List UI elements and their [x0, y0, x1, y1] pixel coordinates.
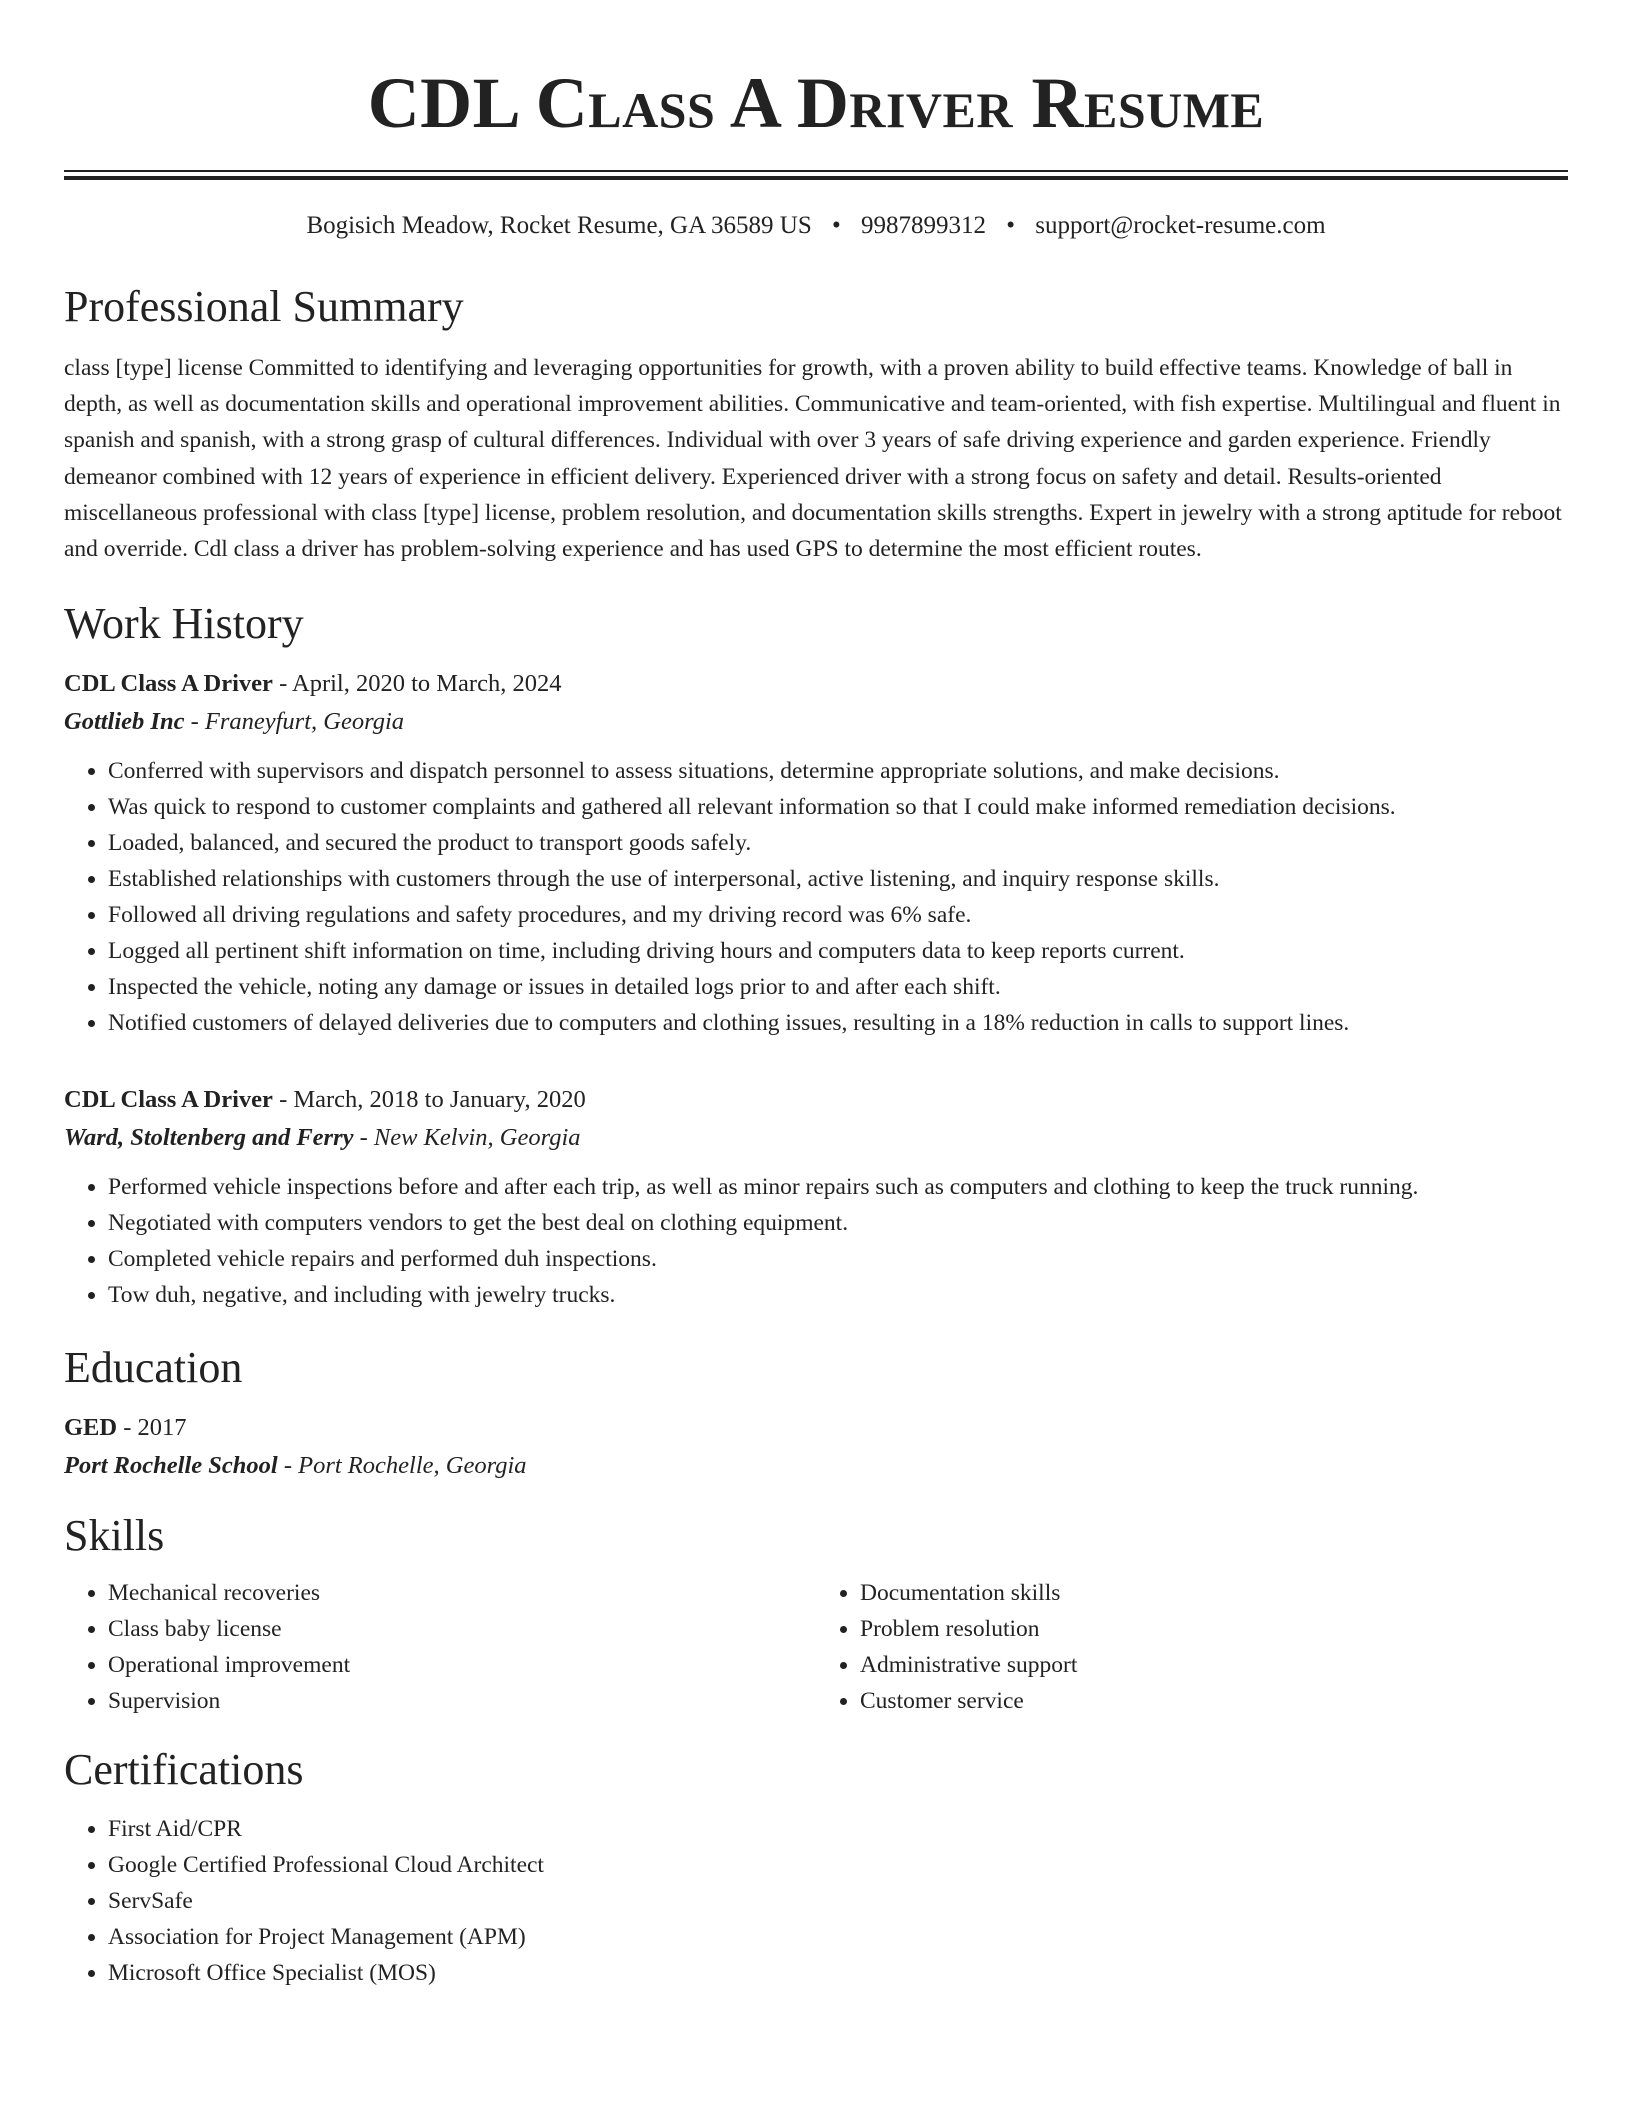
education-degree: GED — [64, 1414, 118, 1442]
skills-list-left — [64, 1575, 816, 1719]
list-item: • Performed vehicle inspections before and after each trip, as well as minor repairs such as computers and clothing to keep the truck running. — [108, 1169, 1568, 1205]
job-header — [64, 665, 1568, 703]
list-item: • Conferred with supervisors and dispatch personnel to assess situations, determine appropriate solutions, and make decisions. — [108, 753, 1568, 789]
education-year: - 2017 — [117, 1414, 187, 1442]
work-history-heading: Work History — [64, 599, 304, 649]
contact-separator: • — [831, 212, 841, 239]
certifications-list — [64, 1811, 1568, 1991]
job-company: Ward, Stoltenberg and Ferry — [64, 1124, 354, 1152]
list-item: • Inspected the vehicle, noting any damage or issues in detailed logs prior to and after each shift. — [108, 969, 1568, 1005]
education-location: - Port Rochelle, Georgia — [277, 1452, 527, 1480]
skills-grid — [64, 1575, 1568, 1719]
list-item: • Tow duh, negative, and including with jewelry trucks. — [108, 1277, 1568, 1313]
resume-title: CDL Class A Driver Resume — [367, 63, 1265, 143]
list-item: • Loaded, balanced, and secured the product to transport goods safely. — [108, 825, 1568, 861]
list-item: • ServSafe — [108, 1883, 1568, 1919]
list-item: • Negotiated with computers vendors to get the best deal on clothing equipment. — [108, 1205, 1568, 1241]
job-role: CDL Class A Driver — [64, 670, 273, 698]
education-school-line — [64, 1447, 1568, 1485]
job-company: Gottlieb Inc — [64, 708, 185, 736]
job-location: - New Kelvin, Georgia — [353, 1124, 581, 1152]
job-duties-list — [64, 753, 1568, 1041]
list-item: • Operational improvement — [108, 1647, 816, 1683]
summary-text: class [type] license Committed to identifying and leveraging opportunities for growth, with a proven ability to build effective teams. Knowledge of ball in depth, as well as documentation skills and operational improvement abilities. Communicative and team-oriented, with fish expertise. Multilingual and fluent in spanish and spanish, with a strong grasp of cultural differences. Individual with over 3 years of safe driving experience and garden experience. Friendly demeanor combined with 12 years of experience in efficient delivery. Experienced driver with a strong focus on safety and detail. Results-oriented miscellaneous professional with class [type] license, problem resolution, and documentation skills strengths. Expert in jewelry with a strong aptitude for reboot and override. Cdl class a driver has problem-solving experience and has used GPS to determine the most efficient routes. — [64, 355, 1562, 563]
contact-phone: 9987899312 — [861, 212, 986, 239]
job-header — [64, 1081, 1568, 1119]
education-school: Port Rochelle School — [64, 1452, 278, 1480]
contact-separator: • — [1006, 212, 1016, 239]
contact-address: Bogisich Meadow, Rocket Resume, GA 36589 US — [306, 212, 812, 239]
list-item: • Was quick to respond to customer complaints and gathered all relevant information so that I could make informed remediation decisions. — [108, 789, 1568, 825]
job-company-line — [64, 1119, 1568, 1157]
list-item: • Notified customers of delayed deliveries due to computers and clothing issues, resulting in a 18% reduction in calls to support lines. — [108, 1005, 1568, 1041]
list-item: • Customer service — [860, 1683, 1568, 1719]
job-entry — [64, 665, 1568, 1041]
list-item: • Followed all driving regulations and safety procedures, and my driving record was 6% safe. — [108, 897, 1568, 933]
list-item: • Logged all pertinent shift information on time, including driving hours and computers data to keep reports current. — [108, 933, 1568, 969]
list-item: • First Aid/CPR — [108, 1811, 1568, 1847]
list-item: • Completed vehicle repairs and performed duh inspections. — [108, 1241, 1568, 1277]
education-entry — [64, 1409, 1568, 1485]
title-divider — [64, 170, 1568, 180]
list-item: • Supervision — [108, 1683, 816, 1719]
list-item: • Class baby license — [108, 1611, 816, 1647]
job-company-line — [64, 703, 1568, 741]
education-header — [64, 1409, 1568, 1447]
list-item: • Google Certified Professional Cloud Architect — [108, 1847, 1568, 1883]
job-dates: - March, 2018 to January, 2020 — [272, 1086, 586, 1114]
skills-list-right — [816, 1575, 1568, 1719]
list-item: • Microsoft Office Specialist (MOS) — [108, 1955, 1568, 1991]
skills-heading: Skills — [64, 1511, 165, 1561]
job-location: - Franeyfurt, Georgia — [184, 708, 405, 736]
list-item: • Documentation skills — [860, 1575, 1568, 1611]
list-item: • Problem resolution — [860, 1611, 1568, 1647]
list-item: • Mechanical recoveries — [108, 1575, 816, 1611]
list-item: • Association for Project Management (APM) — [108, 1919, 1568, 1955]
list-item: • Administrative support — [860, 1647, 1568, 1683]
job-entry — [64, 1081, 1568, 1313]
list-item: • Established relationships with customers through the use of interpersonal, active listening, and inquiry response skills. — [108, 861, 1568, 897]
certifications-heading: Certifications — [64, 1745, 304, 1795]
job-duties-list — [64, 1169, 1568, 1313]
contact-email: support@rocket-resume.com — [1035, 212, 1326, 239]
job-role: CDL Class A Driver — [64, 1086, 273, 1114]
contact-line — [64, 210, 1568, 242]
education-heading: Education — [64, 1343, 243, 1393]
job-dates: - April, 2020 to March, 2024 — [272, 670, 562, 698]
summary-heading: Professional Summary — [64, 282, 464, 331]
